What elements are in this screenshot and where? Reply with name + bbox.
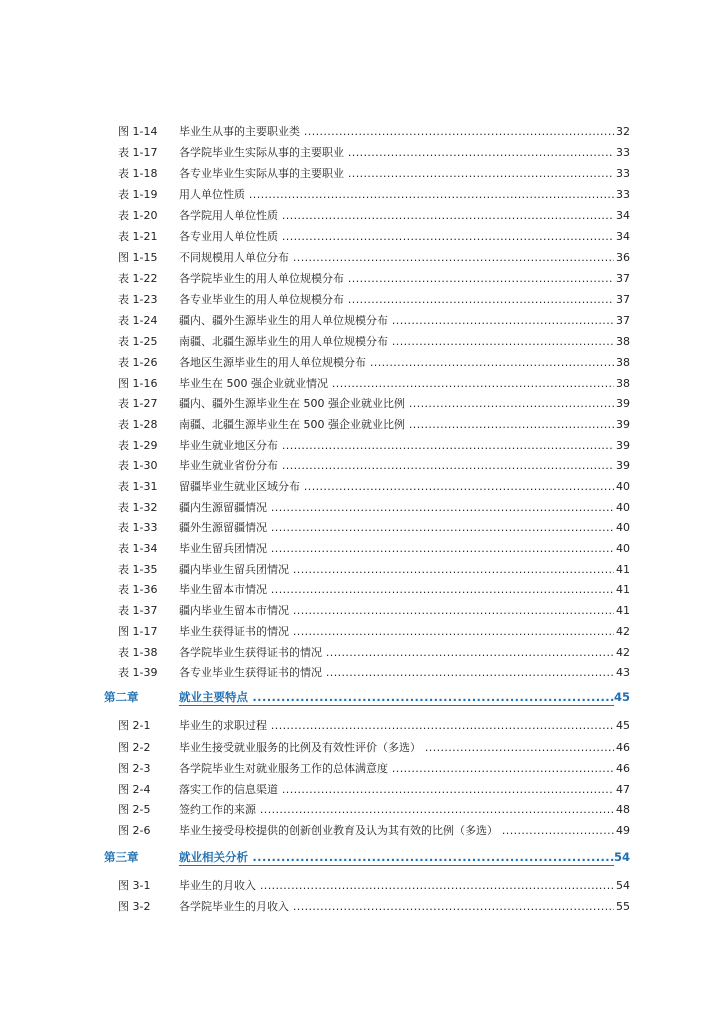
toc-entry-title: 毕业生从事的主要职业类 ..... xyxy=(179,123,614,141)
toc-entry-row[interactable] xyxy=(0,249,724,267)
toc-entry-label: 表 1-28 xyxy=(118,418,158,431)
toc-entry-label: 表 1-23 xyxy=(118,293,158,306)
toc-entry-title: 南疆、北疆生源毕业生在 500 强企业就业比例 ..... xyxy=(179,416,614,434)
toc-page-number: 38 xyxy=(616,335,630,348)
toc-entry-title: 各学院毕业生对就业服务工作的总体满意度 ..... xyxy=(179,760,614,778)
toc-entry-row[interactable] xyxy=(0,760,724,778)
toc-page-number: 33 xyxy=(616,167,630,180)
toc-entry-title: 各学院毕业生的用人单位规模分布 ..... xyxy=(179,270,614,288)
toc-entry-label: 图 1-14 xyxy=(118,125,158,138)
toc-page-number: 37 xyxy=(616,272,630,285)
toc-entry-title: 签约工作的来源 ..... xyxy=(179,801,614,819)
toc-entry-title: 毕业生接受母校提供的创新创业教育及认为其有效的比例（多选） ..... xyxy=(179,822,614,840)
toc-page-number: 34 xyxy=(616,230,630,243)
toc-page-number: 45 xyxy=(613,690,630,704)
toc-entry-title: 各学院毕业生获得证书的情况 ..... xyxy=(179,644,614,662)
toc-entry-row[interactable] xyxy=(0,717,724,735)
toc-page-number: 54 xyxy=(616,879,630,892)
toc-entry-title: 各专业毕业生实际从事的主要职业 ..... xyxy=(179,165,614,183)
toc-page-number: 38 xyxy=(616,377,630,390)
toc-page-number: 32 xyxy=(616,125,630,138)
toc-entry-row[interactable] xyxy=(0,375,724,393)
toc-entry-row[interactable] xyxy=(0,228,724,246)
toc-entry-label: 表 1-25 xyxy=(118,335,158,348)
toc-entry-row[interactable] xyxy=(0,781,724,799)
toc-entry-row[interactable] xyxy=(0,270,724,288)
toc-entry-title: 毕业生留兵团情况 ..... xyxy=(179,540,614,558)
toc-entry-title: 毕业生就业地区分布 ..... xyxy=(179,437,614,455)
toc-page-number: 40 xyxy=(616,480,630,493)
toc-entry-row[interactable] xyxy=(0,877,724,895)
toc-entry-title: 不同规模用人单位分布 ..... xyxy=(179,249,614,267)
toc-page-number: 49 xyxy=(616,824,630,837)
toc-page-number: 37 xyxy=(616,293,630,306)
toc-entry-label: 图 1-15 xyxy=(118,251,158,264)
toc-entry-label: 表 1-37 xyxy=(118,604,158,617)
toc-entry-row[interactable] xyxy=(0,801,724,819)
toc-entry-label: 表 1-26 xyxy=(118,356,158,369)
toc-entry-label: 图 2-6 xyxy=(118,824,151,837)
toc-page-number: 41 xyxy=(616,604,630,617)
toc-entry-row[interactable] xyxy=(0,822,724,840)
toc-entry-row[interactable] xyxy=(0,333,724,351)
toc-page-number: 39 xyxy=(616,397,630,410)
toc-entry-label: 表 1-33 xyxy=(118,521,158,534)
toc-entry-row[interactable] xyxy=(0,207,724,225)
toc-entry-title: 疆内生源留疆情况 ..... xyxy=(179,499,614,517)
toc-entry-row[interactable] xyxy=(0,898,724,916)
toc-page-number: 43 xyxy=(616,666,630,679)
toc-entry-title: 落实工作的信息渠道 ..... xyxy=(179,781,614,799)
toc-entry-title: 毕业生接受就业服务的比例及有效性评价（多选） ..... xyxy=(179,739,614,757)
toc-entry-row[interactable] xyxy=(0,312,724,330)
toc-entry-label: 图 3-1 xyxy=(118,879,151,892)
toc-entry-label: 表 1-21 xyxy=(118,230,158,243)
toc-entry-row[interactable] xyxy=(0,437,724,455)
toc-entry-title: 各学院毕业生的月收入 ..... xyxy=(179,898,614,916)
toc-entry-title: 毕业生获得证书的情况 ..... xyxy=(179,623,614,641)
toc-page-number: 40 xyxy=(616,521,630,534)
toc-entry-label: 图 2-3 xyxy=(118,762,151,775)
toc-page-number: 39 xyxy=(616,439,630,452)
toc-entry-label: 表 1-36 xyxy=(118,583,158,596)
toc-entry-title: 各专业毕业生获得证书的情况 ..... xyxy=(179,664,614,682)
toc-page-number: 42 xyxy=(616,625,630,638)
toc-entry-title: 各专业毕业生的用人单位规模分布 ..... xyxy=(179,291,614,309)
toc-chapter-row[interactable] xyxy=(0,848,724,866)
toc-page-number: 34 xyxy=(616,209,630,222)
toc-entry-title: 各学院用人单位性质 ..... xyxy=(179,207,614,225)
toc-entry-row[interactable] xyxy=(0,478,724,496)
toc-page-number: 33 xyxy=(616,146,630,159)
toc-entry-label: 图 2-1 xyxy=(118,719,151,732)
toc-entry-label: 表 1-29 xyxy=(118,439,158,452)
toc-page-number: 36 xyxy=(616,251,630,264)
toc-entry-row[interactable] xyxy=(0,291,724,309)
toc-entry-row[interactable] xyxy=(0,644,724,662)
toc-entry-title: 各学院毕业生实际从事的主要职业 ..... xyxy=(179,144,614,162)
toc-page-number: 41 xyxy=(616,583,630,596)
toc-entry-label: 表 1-24 xyxy=(118,314,158,327)
toc-entry-title: 南疆、北疆生源毕业生的用人单位规模分布 ..... xyxy=(179,333,614,351)
toc-entry-title: 疆内毕业生留兵团情况 ..... xyxy=(179,561,614,579)
toc-entry-title: 就业主要特点 ..... xyxy=(179,688,614,706)
toc-entry-label: 第二章 xyxy=(104,690,139,704)
toc-page-number: 45 xyxy=(616,719,630,732)
toc-page-number: 38 xyxy=(616,356,630,369)
toc-page-number: 54 xyxy=(613,850,630,864)
toc-entry-title: 疆内毕业生留本市情况 ..... xyxy=(179,602,614,620)
toc-entry-row[interactable] xyxy=(0,581,724,599)
toc-entry-label: 第三章 xyxy=(104,850,139,864)
toc-page-number: 46 xyxy=(616,762,630,775)
toc-entry-row[interactable] xyxy=(0,354,724,372)
toc-entry-row[interactable] xyxy=(0,165,724,183)
toc-entry-row[interactable] xyxy=(0,457,724,475)
toc-entry-row[interactable] xyxy=(0,144,724,162)
toc-entry-row[interactable] xyxy=(0,602,724,620)
toc-entry-title: 疆外生源留疆情况 ..... xyxy=(179,519,614,537)
toc-entry-label: 图 2-4 xyxy=(118,783,151,796)
toc-page-number: 41 xyxy=(616,563,630,576)
toc-page-number: 46 xyxy=(616,741,630,754)
toc-entry-label: 表 1-17 xyxy=(118,146,158,159)
toc-page-number: 39 xyxy=(616,459,630,472)
toc-page-number: 48 xyxy=(616,803,630,816)
toc-entry-label: 表 1-20 xyxy=(118,209,158,222)
toc-entry-label: 表 1-32 xyxy=(118,501,158,514)
toc-entry-label: 表 1-38 xyxy=(118,646,158,659)
toc-page-number: 37 xyxy=(616,314,630,327)
toc-entry-row[interactable] xyxy=(0,186,724,204)
toc-entry-title: 毕业生的求职过程 ..... xyxy=(179,717,614,735)
toc-entry-label: 表 1-39 xyxy=(118,666,158,679)
toc-entry-label: 图 1-16 xyxy=(118,377,158,390)
toc-entry-title: 就业相关分析 ..... xyxy=(179,848,614,866)
toc-entry-title: 留疆毕业生就业区域分布 ..... xyxy=(179,478,614,496)
toc-entry-row[interactable] xyxy=(0,123,724,141)
toc-entry-label: 图 2-2 xyxy=(118,741,151,754)
toc-entry-label: 图 2-5 xyxy=(118,803,151,816)
toc-entry-title: 毕业生留本市情况 ..... xyxy=(179,581,614,599)
toc-entry-title: 疆内、疆外生源毕业生的用人单位规模分布 ..... xyxy=(179,312,614,330)
toc-entry-label: 表 1-31 xyxy=(118,480,158,493)
toc-entry-row[interactable] xyxy=(0,739,724,757)
toc-entry-row[interactable] xyxy=(0,540,724,558)
toc-entry-title: 毕业生的月收入 ..... xyxy=(179,877,614,895)
toc-page-number: 47 xyxy=(616,783,630,796)
toc-entry-label: 表 1-18 xyxy=(118,167,158,180)
toc-entry-label: 表 1-30 xyxy=(118,459,158,472)
toc-entry-title: 毕业生就业省份分布 ..... xyxy=(179,457,614,475)
toc-page-number: 55 xyxy=(616,900,630,913)
toc-entry-label: 表 1-34 xyxy=(118,542,158,555)
toc-entry-label: 表 1-27 xyxy=(118,397,158,410)
toc-page-number: 42 xyxy=(616,646,630,659)
toc-entry-row[interactable] xyxy=(0,395,724,413)
toc-entry-row[interactable] xyxy=(0,416,724,434)
toc-page-number: 39 xyxy=(616,418,630,431)
toc-entry-label: 表 1-22 xyxy=(118,272,158,285)
toc-entry-label: 表 1-35 xyxy=(118,563,158,576)
toc-entry-row[interactable] xyxy=(0,623,724,641)
toc-entry-row[interactable] xyxy=(0,519,724,537)
toc-entry-label: 图 1-17 xyxy=(118,625,158,638)
toc-entry-title: 用人单位性质 ..... xyxy=(179,186,614,204)
toc-entry-row[interactable] xyxy=(0,664,724,682)
toc-entry-title: 疆内、疆外生源毕业生在 500 强企业就业比例 ..... xyxy=(179,395,614,413)
toc-entry-label: 图 3-2 xyxy=(118,900,151,913)
toc-entry-title: 各地区生源毕业生的用人单位规模分布 ..... xyxy=(179,354,614,372)
toc-entry-row[interactable] xyxy=(0,499,724,517)
toc-entry-label: 表 1-19 xyxy=(118,188,158,201)
toc-entry-row[interactable] xyxy=(0,561,724,579)
toc-page-number: 33 xyxy=(616,188,630,201)
toc-entry-title: 毕业生在 500 强企业就业情况 ..... xyxy=(179,375,614,393)
toc-entry-title: 各专业用人单位性质 ..... xyxy=(179,228,614,246)
toc-page-number: 40 xyxy=(616,501,630,514)
toc-chapter-row[interactable] xyxy=(0,688,724,706)
toc-page-number: 40 xyxy=(616,542,630,555)
